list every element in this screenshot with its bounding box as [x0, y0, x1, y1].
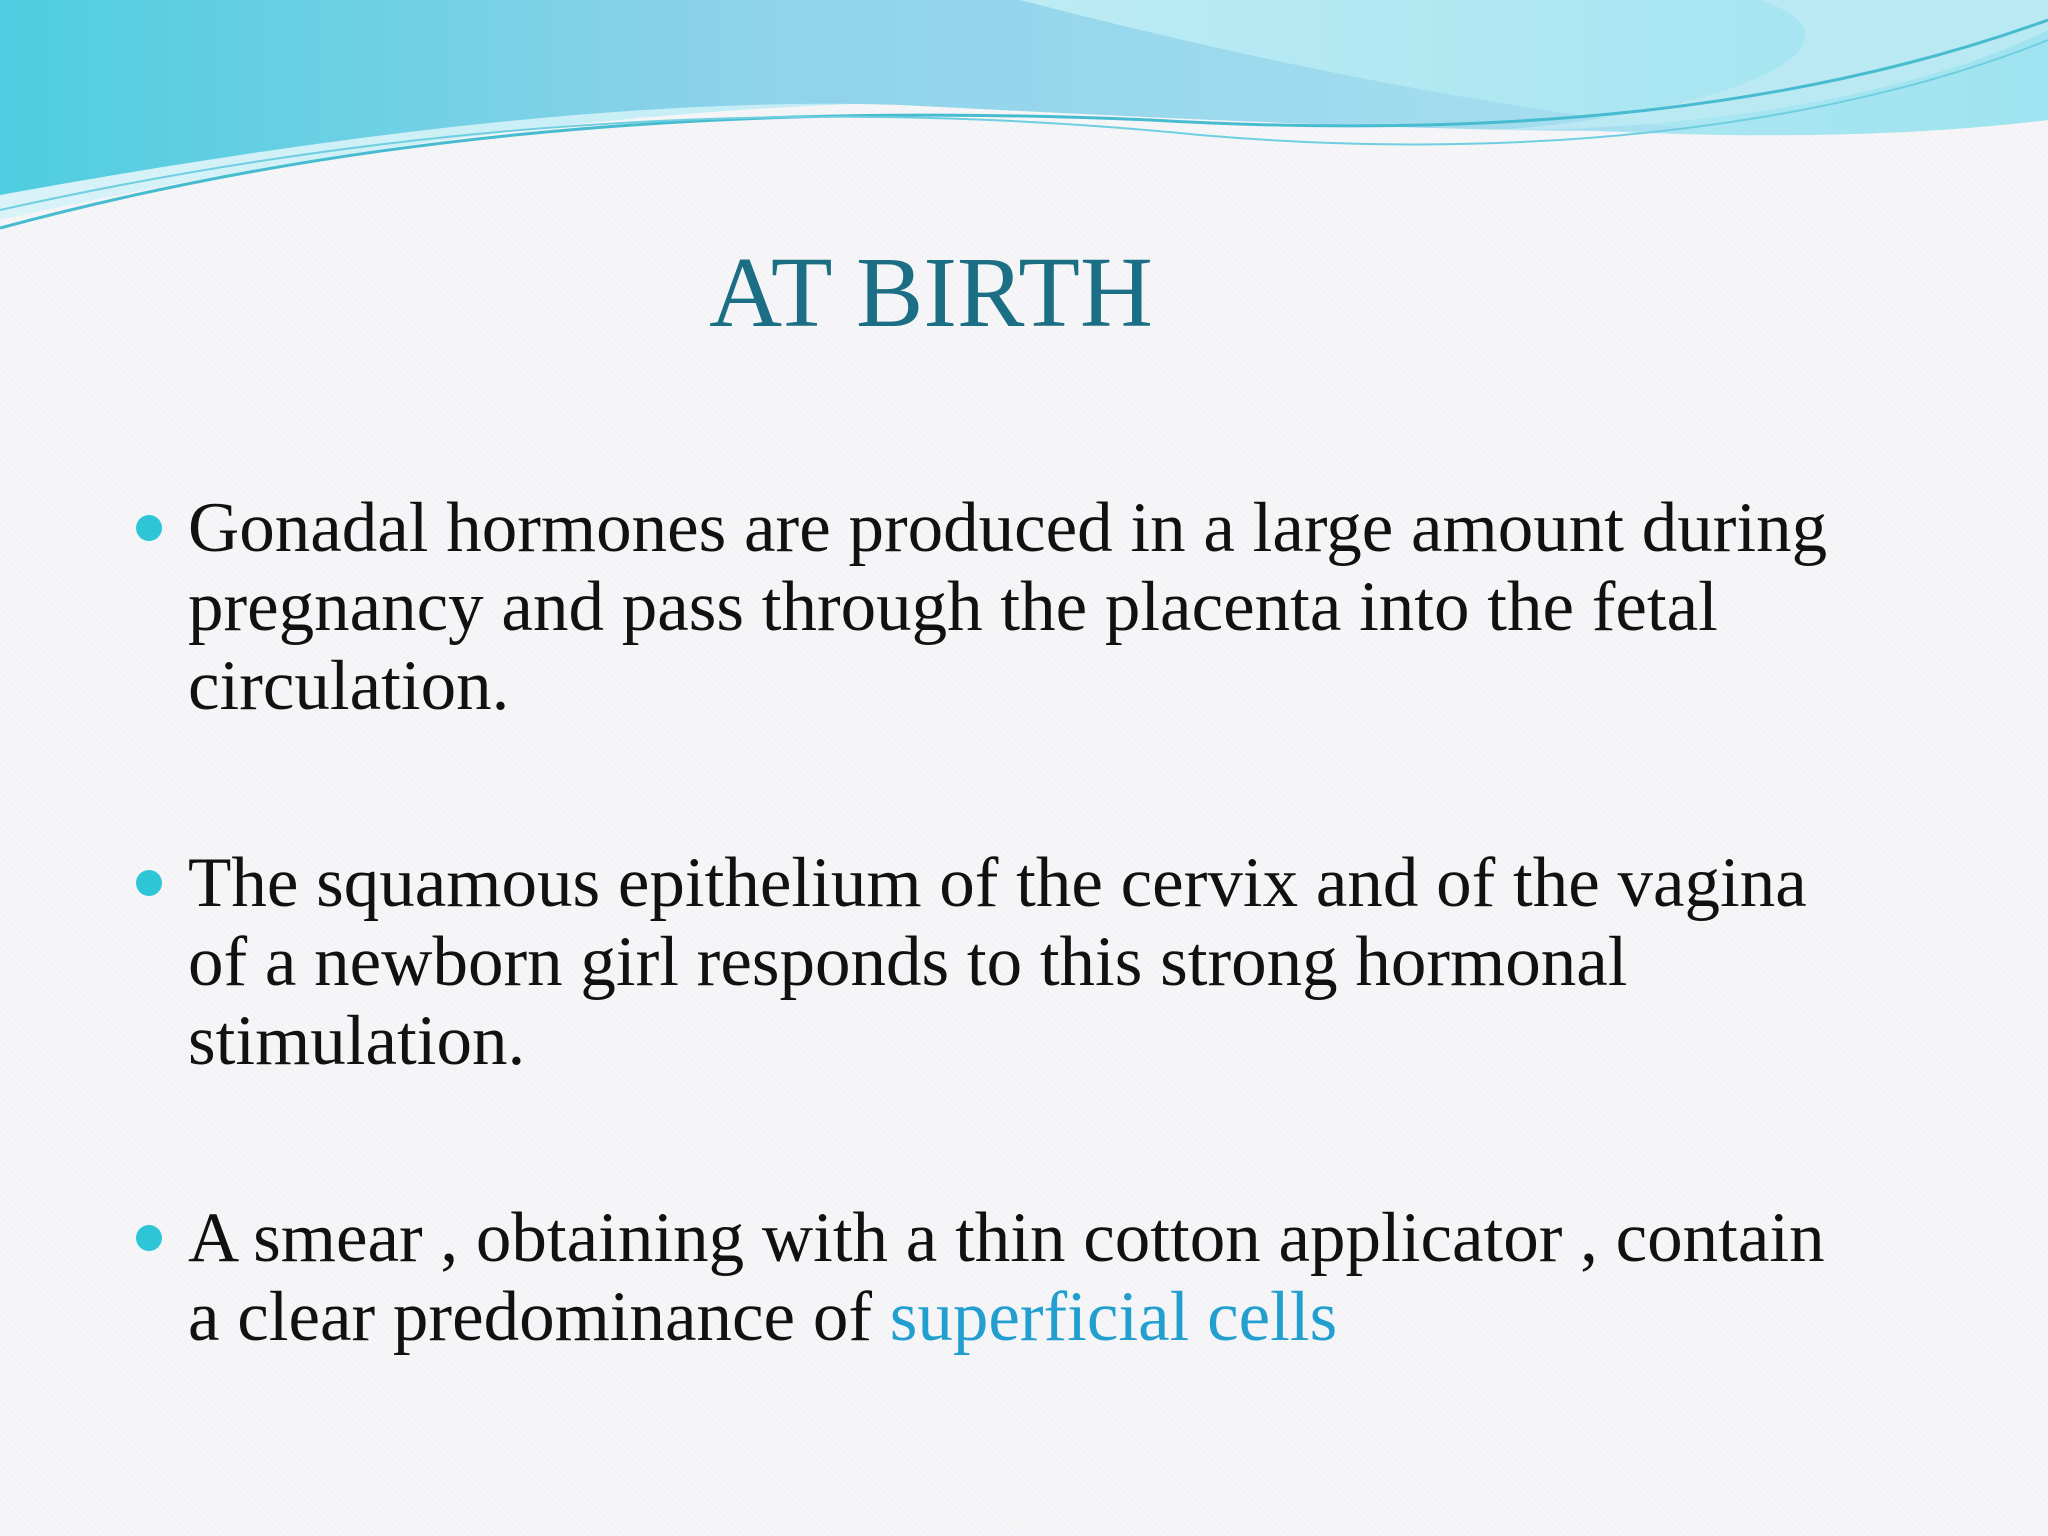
bullet-text: The squamous epithelium of the cervix and of the vagina of a newborn girl responds to this strong hormonal stimulation.: [188, 844, 1807, 1080]
bullet-dot-icon: [136, 1225, 162, 1251]
bullet-dot-icon: [136, 870, 162, 896]
bullet-dot-icon: [136, 515, 162, 541]
highlighted-term: superficial cells: [889, 1278, 1338, 1356]
slide-title: AT BIRTH: [709, 236, 1153, 348]
bullet-text: Gonadal hormones are produced in a large amount during pregnancy and pass through the placenta into the fetal circulation.: [188, 489, 1828, 725]
bullet-text-with-highlight: [188, 1199, 2038, 1357]
bullet-text: A smear , obtaining with a thin cotton applicator , contain a clear predominance of: [188, 1199, 1825, 1356]
